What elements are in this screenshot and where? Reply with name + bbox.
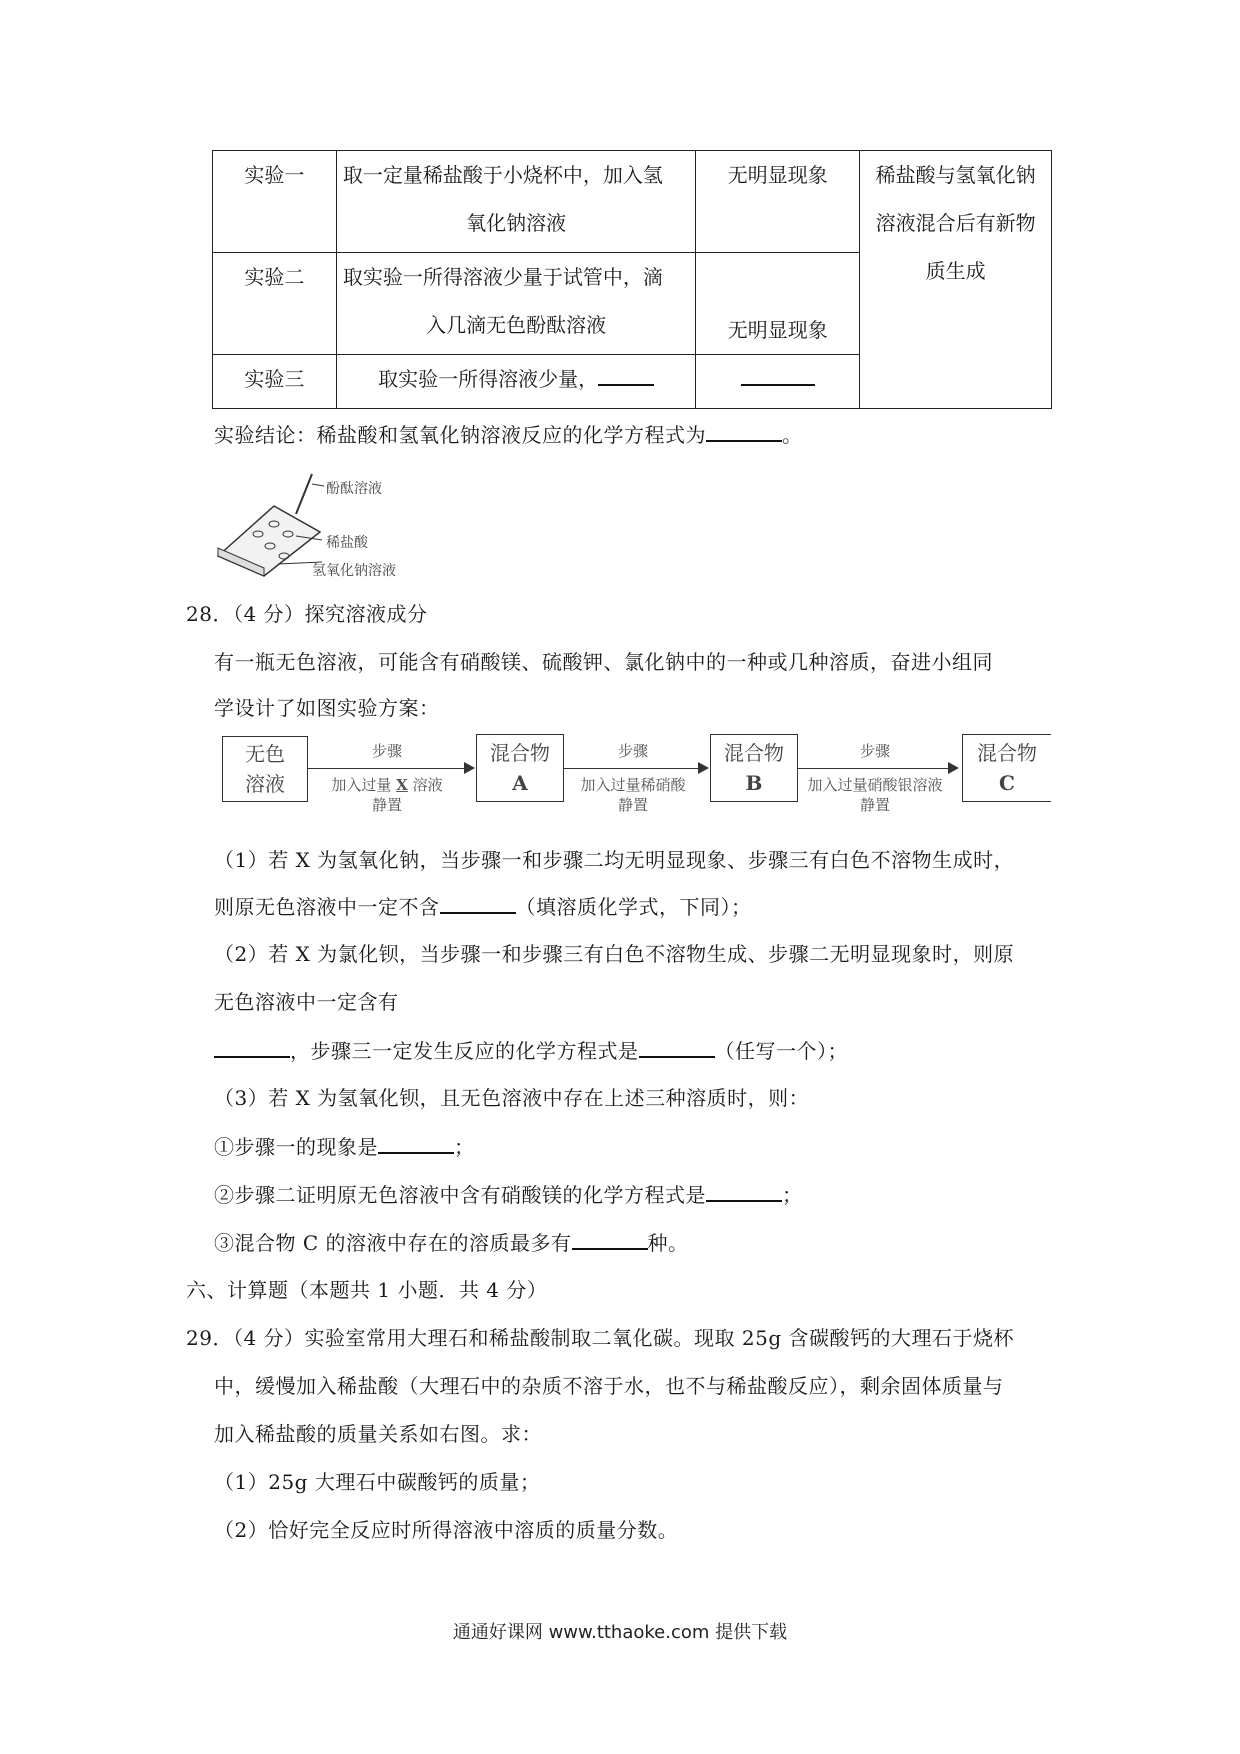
- answer-blank: [378, 1132, 454, 1154]
- arrow-head-icon: [698, 762, 709, 774]
- q28-intro: 学设计了如图实验方案：: [214, 696, 440, 720]
- page-footer: 通通好课网 www.tthaoke.com 提供下载: [452, 1622, 788, 1643]
- flow-box-b: 混合物 B: [710, 734, 798, 802]
- table-row-name: 实验三: [213, 355, 337, 409]
- q29-text: 29．（4 分）实验室常用大理石和稀盐酸制取二氧化碳。现取 25g 含碳酸钙的大理石于烧杯: [186, 1326, 1014, 1350]
- table-row-step: [336, 355, 696, 409]
- q29-text: 加入稀盐酸的质量关系如右图。求：: [214, 1422, 542, 1446]
- q28-part3-item: ①步骤一的现象是 ；: [214, 1132, 475, 1161]
- step3-label: 步骤: [859, 742, 890, 760]
- flow-arrow-1: [307, 768, 465, 769]
- flow-box-c: 混合物 C: [962, 734, 1051, 802]
- step3-settle: 静置: [859, 796, 890, 814]
- q28-title: 28．（4 分）探究溶液成分: [186, 602, 428, 626]
- answer-blank: [741, 364, 815, 386]
- table-row-step: [336, 151, 696, 253]
- q28-part1: 则原无色溶液中一定不含 （填溶质化学式，下同）；: [214, 892, 752, 921]
- arrow-head-icon: [464, 762, 475, 774]
- table-row-phenomenon: [696, 355, 860, 409]
- step-text: 氧化钠溶液: [466, 211, 567, 235]
- answer-blank: [440, 892, 516, 914]
- q28-part2: ，步骤三一定发生反应的化学方程式是 （任写一个）；: [214, 1036, 848, 1065]
- table-row-phenomenon: 无明显现象: [696, 151, 860, 253]
- flow-arrow-2: [563, 768, 699, 769]
- step1-settle: 静置: [371, 796, 402, 814]
- q29-sub: （2）恰好完全反应时所得溶液中溶质的质量分数。: [214, 1518, 679, 1542]
- q28-part3: （3）若 X 为氢氧化钡，且无色溶液中存在上述三种溶质时，则：: [214, 1086, 810, 1110]
- table-row-step: [336, 253, 696, 355]
- q29-sub: （1）25g 大理石中碳酸钙的质量；: [214, 1470, 541, 1494]
- experiment-table: [212, 150, 1052, 409]
- q28-part3-item: ③混合物 C 的溶液中存在的溶质最多有 种。: [214, 1228, 689, 1257]
- figure-label-phenolphthalein: 酚酞溶液: [326, 481, 382, 497]
- section-title: 六、计算题（本题共 1 小题．共 4 分）: [186, 1278, 548, 1302]
- conclusion-text: 质生成: [925, 259, 986, 283]
- step2-label: 步骤: [617, 742, 648, 760]
- answer-blank: [214, 1036, 290, 1058]
- step1-label: 步骤: [371, 742, 402, 760]
- answer-blank: [706, 420, 782, 442]
- q29-text: 中，缓慢加入稀盐酸（大理石中的杂质不溶于水，也不与稀盐酸反应），剩余固体质量与: [214, 1374, 1004, 1398]
- conclusion-cell: [860, 151, 1052, 409]
- conclusion-text: 稀盐酸与氢氧化钠: [875, 163, 1036, 187]
- figure-label-naoh: 氢氧化钠溶液: [312, 563, 396, 579]
- q28-part3-item: ②步骤二证明原无色溶液中含有硝酸镁的化学方程式是 ；: [214, 1180, 803, 1209]
- step-text: 取实验一所得溶液少量于试管中，滴: [342, 265, 663, 289]
- answer-blank: [572, 1228, 648, 1250]
- step2-settle: 静置: [617, 796, 648, 814]
- figure-label-hcl: 稀盐酸: [326, 535, 368, 551]
- answer-blank: [706, 1180, 782, 1202]
- step-text: 入几滴无色酚酞溶液: [426, 313, 607, 337]
- experiment-conclusion: 实验结论：稀盐酸和氢氧化钠溶液反应的化学方程式为 。: [214, 420, 803, 449]
- answer-blank: [639, 1036, 715, 1058]
- q28-part1: （1）若 X 为氢氧化钠，当步骤一和步骤二均无明显现象、步骤三有白色不溶物生成时，: [214, 848, 1015, 872]
- answer-blank: [598, 364, 654, 386]
- flow-box-a: 混合物 A: [476, 734, 564, 802]
- conclusion-text: 溶液混合后有新物: [875, 211, 1036, 235]
- table-row-name: 实验一: [213, 151, 337, 253]
- q28-intro: 有一瓶无色溶液，可能含有硝酸镁、硫酸钾、氯化钠中的一种或几种溶质，奋进小组同: [214, 650, 993, 674]
- step3-reagent: 加入过量硝酸银溶液: [807, 776, 943, 794]
- table-row-phenomenon: 无明显现象: [696, 253, 860, 355]
- q28-part2: （2）若 X 为氯化钡，当步骤一和步骤三有白色不溶物生成、步骤二无明显现象时，则原: [214, 942, 1015, 966]
- flow-box-start: 无色 溶液: [222, 736, 308, 802]
- table-row-name: 实验二: [213, 253, 337, 355]
- arrow-head-icon: [948, 762, 959, 774]
- step-text: 取一定量稀盐酸于小烧杯中，加入氢: [342, 163, 663, 187]
- flow-arrow-3: [797, 768, 949, 769]
- q28-part2: 无色溶液中一定含有: [214, 990, 399, 1014]
- step1-reagent: 加入过量 X 溶液: [331, 776, 443, 794]
- step-text: 取实验一所得溶液少量，: [378, 367, 599, 391]
- step2-reagent: 加入过量稀硝酸: [580, 776, 686, 794]
